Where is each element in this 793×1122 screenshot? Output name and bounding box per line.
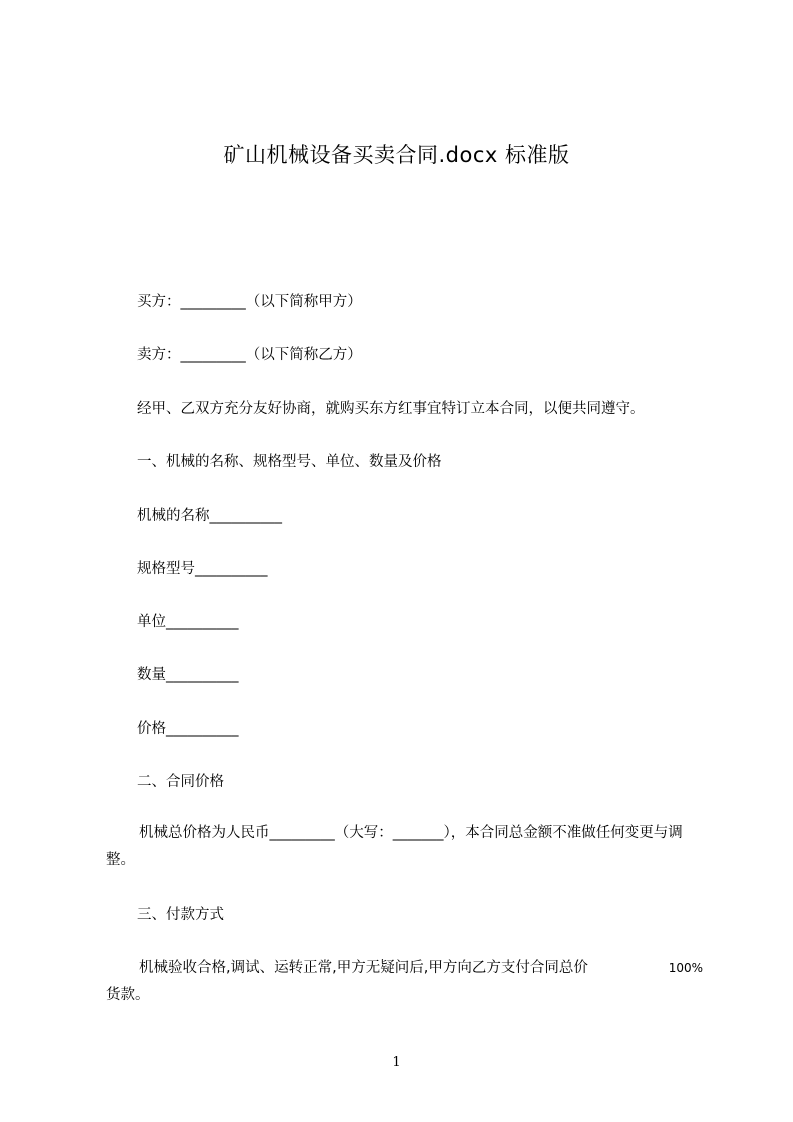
- model-field: 规格型号__________: [137, 561, 268, 577]
- section3-body-end: 货款。: [106, 987, 150, 1003]
- unit-field: 单位__________: [137, 614, 239, 630]
- section3-heading: 三、付款方式: [137, 907, 224, 923]
- section2-paragraph: 机械总价格为人民币_________（大写：_______），本合同总金额不准做任何变更与调整。: [106, 825, 683, 868]
- machine-name-field: 机械的名称__________: [137, 508, 282, 524]
- section3-body: 机械验收合格,调试、运转正常,甲方无疑问后,甲方向乙方支付合同总价: [139, 960, 588, 976]
- quantity-field: 数量__________: [137, 667, 239, 683]
- seller-line: 卖方：_________（以下简称乙方）: [137, 347, 362, 363]
- section3-percent: 100%: [668, 961, 703, 975]
- page-number: 1: [392, 1055, 401, 1070]
- section3-paragraph: [106, 955, 706, 1009]
- price-field: 价格__________: [137, 721, 239, 737]
- buyer-line: 买方：_________（以下简称甲方）: [137, 294, 362, 310]
- intro-paragraph: 经甲、乙双方充分友好协商，就购买东方红事宜特订立本合同，以便共同遵守。: [137, 401, 645, 417]
- section1-heading: 一、机械的名称、规格型号、单位、数量及价格: [137, 454, 442, 470]
- document-title: 矿山机械设备买卖合同.docx 标准版: [223, 143, 570, 167]
- section2-heading: 二、合同价格: [137, 774, 224, 790]
